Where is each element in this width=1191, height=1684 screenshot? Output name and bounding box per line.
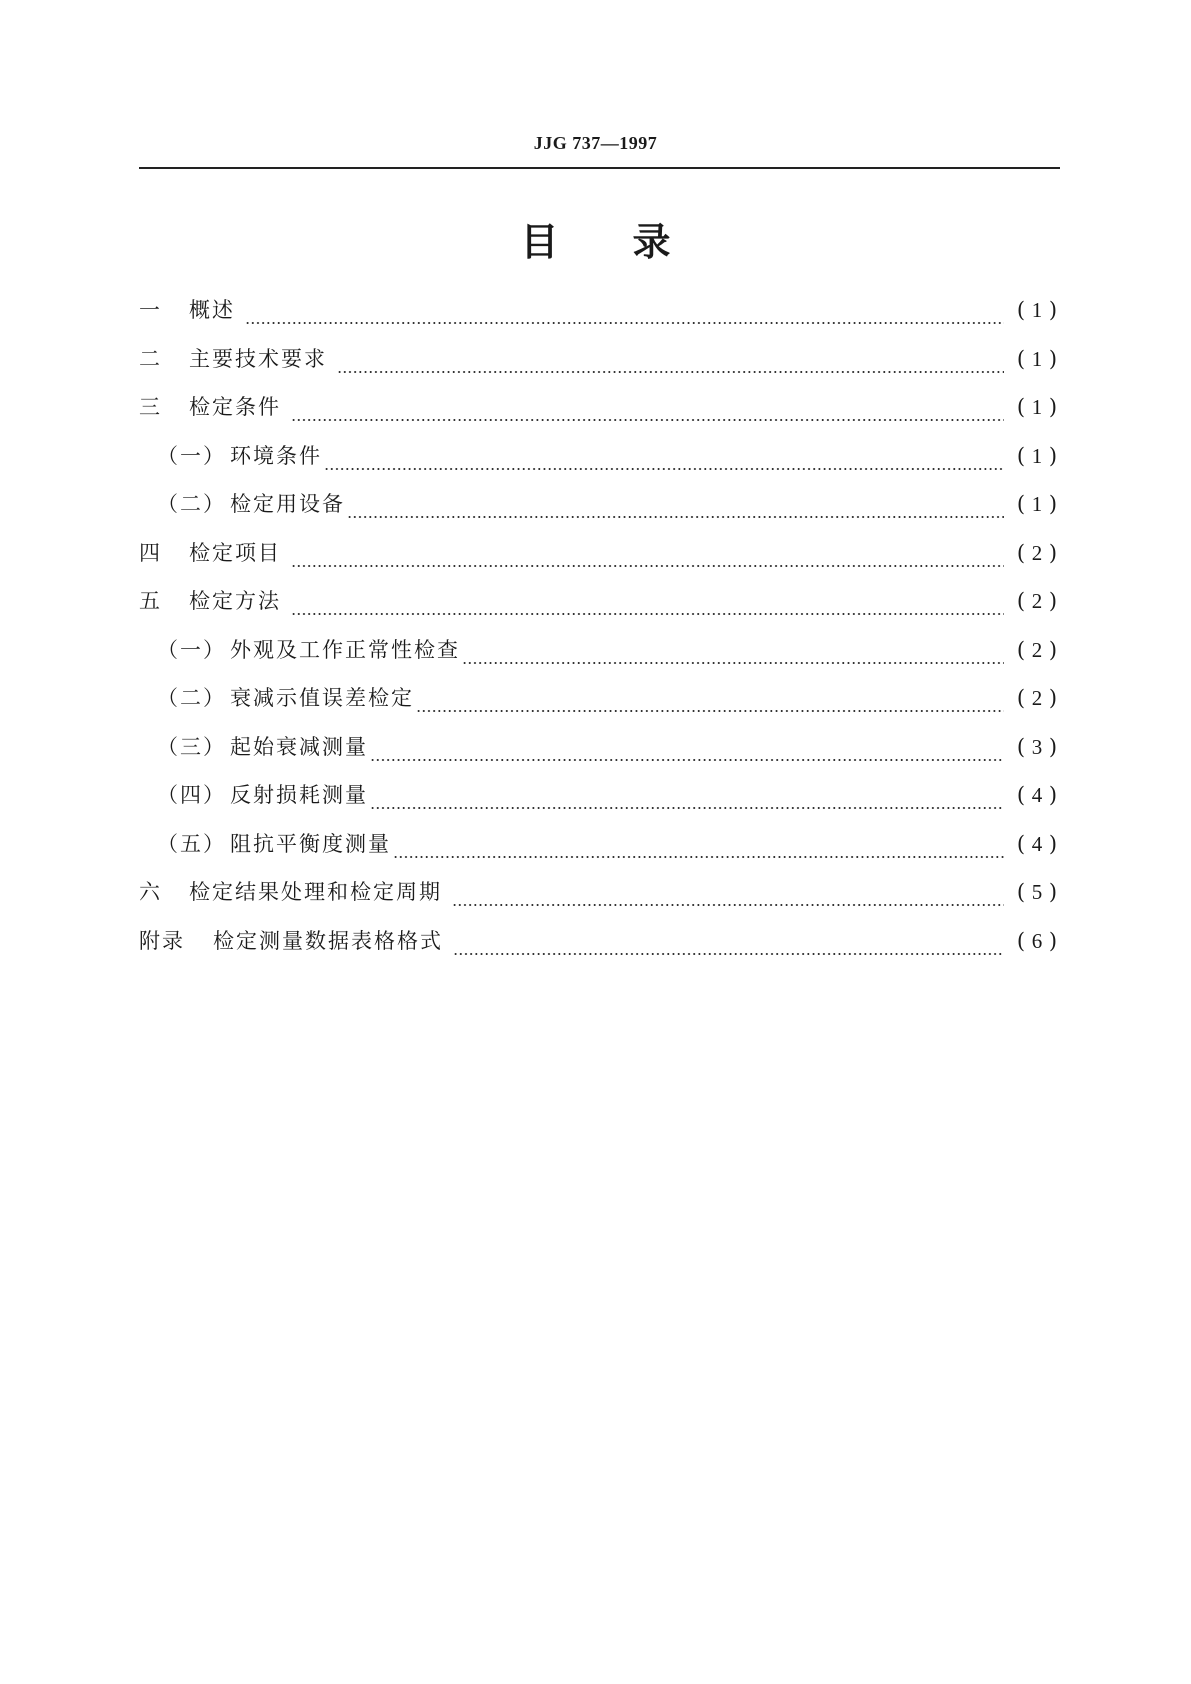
- toc-entry-page: ( 2 ): [1016, 540, 1058, 565]
- dot-leader: [370, 743, 1004, 767]
- toc-subentry[interactable]: [139, 440, 1060, 489]
- toc-entry-number: （四）: [157, 783, 226, 807]
- toc-entry-page: ( 2 ): [1016, 686, 1058, 710]
- header-rule: [139, 167, 1060, 169]
- toc-entry-page: ( 1 ): [1016, 346, 1058, 371]
- dot-leader: [291, 597, 1004, 621]
- dot-leader: [245, 306, 1004, 330]
- toc-subentry[interactable]: [139, 634, 1060, 683]
- toc-entry-label: 检定项目: [189, 540, 281, 565]
- toc-entry[interactable]: [139, 876, 1060, 925]
- toc-entry-label: 检定方法: [189, 589, 281, 613]
- toc-entry-label: 外观及工作正常性检查: [230, 637, 460, 662]
- toc-entry-page: ( 4 ): [1016, 831, 1058, 856]
- dot-leader: [291, 403, 1004, 427]
- toc-entry-page: ( 5 ): [1016, 880, 1058, 904]
- dot-leader: [393, 840, 1004, 864]
- toc-entry-label: 起始衰减测量: [230, 734, 368, 759]
- toc-entry-page: ( 6 ): [1016, 928, 1058, 953]
- toc-entry-page: ( 1 ): [1016, 298, 1058, 322]
- toc-entry-page: ( 1 ): [1016, 492, 1058, 516]
- toc-entry-page: ( 1 ): [1016, 443, 1058, 468]
- toc-subentry[interactable]: [139, 731, 1060, 780]
- toc-entry-number: 五: [139, 589, 162, 613]
- toc-entry-label: 检定条件: [189, 395, 281, 419]
- title-char-2: 录: [632, 220, 671, 264]
- toc-entry-label: 检定测量数据表格格式: [213, 928, 443, 953]
- toc-entry-label: 主要技术要求: [189, 346, 327, 371]
- toc-entry-page: ( 4 ): [1016, 783, 1058, 807]
- toc-entry[interactable]: [139, 391, 1060, 440]
- dot-leader: [453, 937, 1004, 961]
- dot-leader: [462, 646, 1004, 670]
- dot-leader: [324, 452, 1004, 476]
- table-of-contents: [139, 294, 1060, 973]
- toc-entry-number: 三: [139, 395, 162, 419]
- toc-entry-label: 环境条件: [230, 443, 322, 468]
- toc-entry[interactable]: [139, 537, 1060, 586]
- toc-entry-label: 阻抗平衡度测量: [230, 831, 391, 856]
- toc-entry[interactable]: [139, 343, 1060, 392]
- dot-leader: [291, 549, 1004, 573]
- toc-entry-label: 检定用设备: [230, 492, 345, 516]
- toc-entry-number: （二）: [157, 686, 226, 710]
- toc-entry-number: （一）: [157, 443, 226, 468]
- page-title: [0, 218, 1191, 266]
- toc-entry-label: 概述: [189, 298, 235, 322]
- toc-entry-label: 衰减示值误差检定: [230, 686, 414, 710]
- toc-entry-number: 四: [139, 540, 162, 565]
- toc-entry-number: 附录: [139, 928, 185, 953]
- toc-subentry[interactable]: [139, 779, 1060, 828]
- toc-subentry[interactable]: [139, 488, 1060, 537]
- dot-leader: [416, 694, 1004, 718]
- dot-leader: [370, 791, 1004, 815]
- toc-entry-number: （二）: [157, 492, 226, 516]
- toc-entry-number: 六: [139, 880, 162, 904]
- dot-leader: [347, 500, 1004, 524]
- toc-subentry[interactable]: [139, 682, 1060, 731]
- toc-entry-number: （三）: [157, 734, 226, 759]
- toc-entry-number: （一）: [157, 637, 226, 662]
- toc-entry-number: 一: [139, 298, 162, 322]
- toc-entry-label: 反射损耗测量: [230, 783, 368, 807]
- toc-appendix-entry[interactable]: [139, 925, 1060, 974]
- toc-entry-page: ( 2 ): [1016, 637, 1058, 662]
- title-char-1: 目: [520, 220, 559, 264]
- toc-subentry[interactable]: [139, 828, 1060, 877]
- toc-entry-label: 检定结果处理和检定周期: [189, 880, 442, 904]
- toc-entry-page: ( 2 ): [1016, 589, 1058, 613]
- toc-entry[interactable]: [139, 585, 1060, 634]
- toc-entry-number: 二: [139, 346, 162, 371]
- toc-entry-number: （五）: [157, 831, 226, 856]
- dot-leader: [337, 355, 1004, 379]
- toc-entry-page: ( 3 ): [1016, 734, 1058, 759]
- toc-entry[interactable]: [139, 294, 1060, 343]
- toc-entry-page: ( 1 ): [1016, 395, 1058, 419]
- document-code: JJG 737—1997: [533, 133, 658, 153]
- dot-leader: [452, 888, 1004, 912]
